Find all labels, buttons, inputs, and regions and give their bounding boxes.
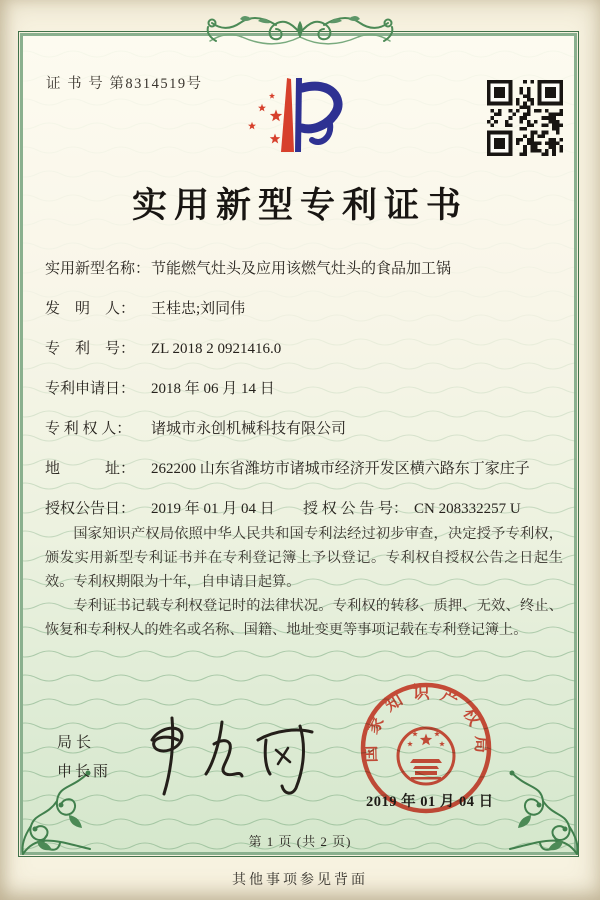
field-label: 地 址： [45, 461, 136, 477]
certificate-title: 实用新型专利证书 [131, 186, 468, 225]
grant-row [45, 498, 563, 521]
seal-text: 国家知识产权局 [360, 682, 492, 763]
field-row [45, 378, 563, 401]
grant-number-label: 授 权 公 告 号： [303, 501, 409, 517]
field-value: 262200 山东省潍坊市诸城市经济开发区横六路东丁家庄子 [151, 461, 530, 477]
legal-paragraph-2: 专利证书记载专利权登记时的法律状况。专利权的转移、质押、无效、终止、恢复和专利权人的姓名或名称、国籍、地址变更等事项记载在专利登记簿上。 [45, 598, 563, 638]
field-value: 节能燃气灶头及应用该燃气灶头的食品加工锅 [151, 261, 452, 277]
logo-bowl [302, 86, 338, 129]
field-label: 专利申请日： [45, 381, 136, 397]
field-value: ZL 2018 2 0921416.0 [151, 341, 282, 357]
national-emblem [398, 728, 454, 784]
legal-paragraph-1: 国家知识产权局依照中华人民共和国专利法经过初步审查，决定授予专利权，颁发实用新型专利证书并在专利登记簿上予以登记。专利权自授权公告之日起生效。专利权期限为十年，自申请日起算。 [45, 526, 563, 590]
officer-name: 申长雨 [57, 764, 112, 780]
logo-wedge [281, 78, 294, 152]
field-label: 专 利 号： [45, 341, 136, 357]
officer-title: 局长 [57, 735, 96, 751]
top-ornament-icon [205, 11, 395, 53]
grant-date-value: 2019 年 01 月 04 日 [151, 501, 275, 517]
grant-number-value: CN 208332257 U [414, 501, 521, 517]
field-row [45, 418, 563, 441]
field-label: 发 明 人： [45, 301, 136, 317]
field-value: 诸城市永创机械科技有限公司 [151, 421, 347, 437]
signature-icon [130, 710, 320, 805]
field-label: 专 利 权 人： [45, 421, 132, 437]
fields-section [45, 258, 563, 538]
field-row [45, 298, 563, 321]
field-label: 实用新型名称： [45, 261, 151, 277]
qr-code [487, 80, 563, 156]
field-row [45, 458, 563, 481]
field-value: 王桂忠;刘同伟 [151, 301, 246, 317]
page-indicator: 第 1 页 (共 2 页) [248, 834, 352, 849]
grant-date-label: 授权公告日： [45, 501, 136, 517]
field-value: 2018 年 06 月 14 日 [151, 381, 275, 397]
legal-text [45, 522, 563, 642]
certificate-number: 证 书 号 第8314519号 [46, 76, 203, 92]
back-note: 其他事项参见背面 [232, 873, 368, 888]
cnipa-logo-icon [244, 76, 344, 156]
field-row [45, 338, 563, 361]
field-row [45, 258, 563, 281]
seal-date: 2019 年 01 月 04 日 [366, 794, 494, 810]
svg-text:国家知识产权局 [361, 683, 492, 763]
